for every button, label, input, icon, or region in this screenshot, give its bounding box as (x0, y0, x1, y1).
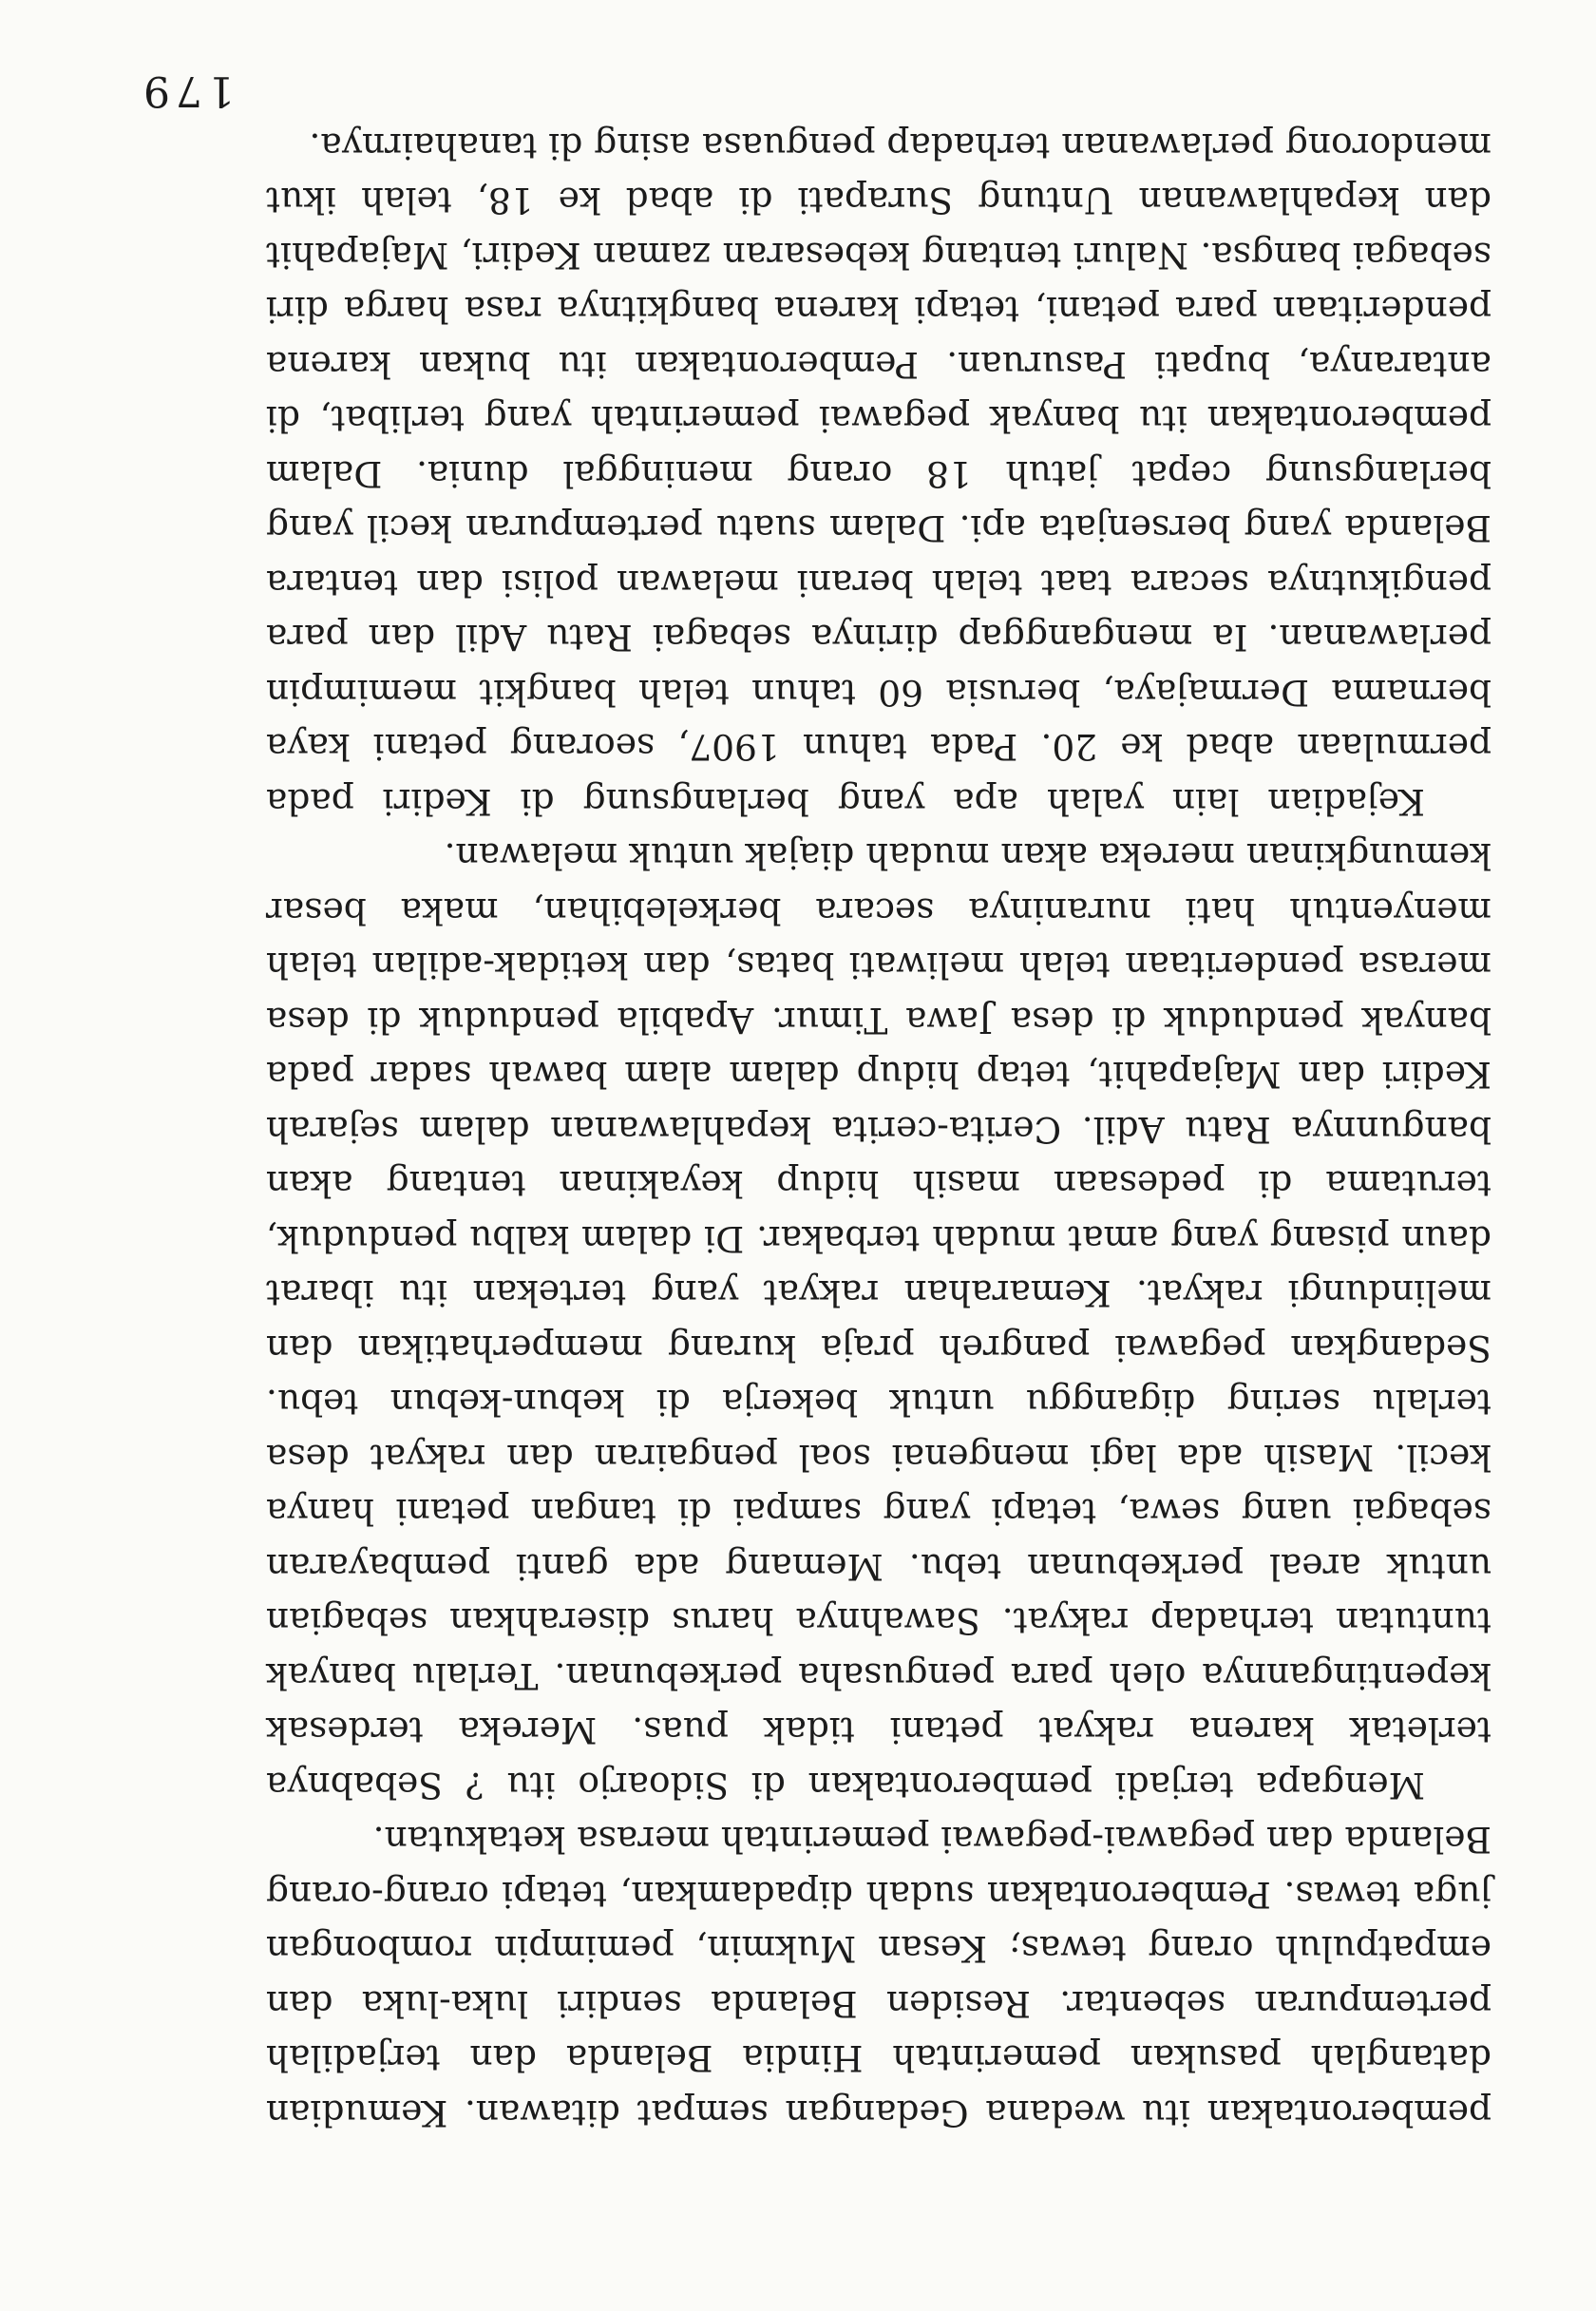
body-text (266, 119, 1492, 2141)
page-number: 179 (138, 67, 235, 115)
paragraph-2: Mengapa terjadi pemberontakan di Sidoarjo itu ? Sebabnya terletak karena rakyat petani tidak puas. Mereka terdesak kepentingannya oleh para pengusaha perkebunan. Terlalu banyak tuntutan terhadap rakyat. Sawahnya harus diserahkan sebagian untuk areal perkebunan tebu. Memang ada ganti pembayaran sebagai uang sewa, tetapi yang sampai di tangan petani hanya kecil. Masih ada lagi mengenai soal pengairan dan rakyat desa terlalu sering diganggu untuk bekerja di kebun-kebun tebu. Sedangkan pegawai pangreh praja kurang memperhatikan dan melindungi rakyat. Kemarahan rakyat yang tertekan itu ibarat daun pisang yang amat mudah terbakar. Di dalam kalbu penduduk, terutama di pedesaan masih hidup keyakinan tentang akan bangunnya Ratu Adil. Cerita-cerita kepahlawanan dalam sejarah Kediri dan Majapahit, tetap hidup dalam alam bawah sadar pada banyak penduduk di desa Jawa Timur. Apabila penduduk di desa merasa penderitaan telah meliwati batas, dan ketidak-adilan telah menyentuh hati nuraninya secara berkelebihan, maka besar kemungkinan mereka akan mudah diajak untuk melawan. (266, 835, 1492, 1806)
paragraph-3: Kejadian lain yalah apa yang berlangsung di Kediri pada permulaan abad ke 20. Pada tahun 1907, seorang petani kaya bernama Dermajaya, berusia 60 tahun telah bangkit memimpin perlawanan. Ia menganggap dirinya sebagai Ratu Adil dan para pengikutnya secara taat telah berani melawan polisi dan tentara Belanda yang bersenjata api. Dalam suatu pertempuran kecil yang berlangsung cepat jatuh 18 orang meninggal dunia. Dalam pemberontakan itu banyak pegawai pemerintah yang terlibat, di antaranya, bupati Pasuruan. Pemberontakan itu bukan karena penderitaan para petani, tetapi karena bangkitnya rasa harga diri sebagai bangsa. Naluri tentang kebesaran zaman Kediri, Majapahit dan kepahlawanan Untung Surapati di abad ke 18, telah ikut mendorong perlawanan terhadap penguasa asing di tanahairnya. (266, 125, 1492, 823)
paragraph-1: pemberontakan itu wedana Gedangan sempat ditawan. Kemudian datanglah pasukan pemerintah Hindia Belanda dan terjadilah pertempuran sebentar. Residen Belanda sendiri luka-luka dan empatpuluh orang tewas; Kesan Mukmin, pemimpin rombongan juga tewas. Pemberontakan sudah dipadamkan, tetapi orang-orang Belanda dan pegawai-pegawai pemerintah merasa ketakutan. (266, 1819, 1492, 2134)
